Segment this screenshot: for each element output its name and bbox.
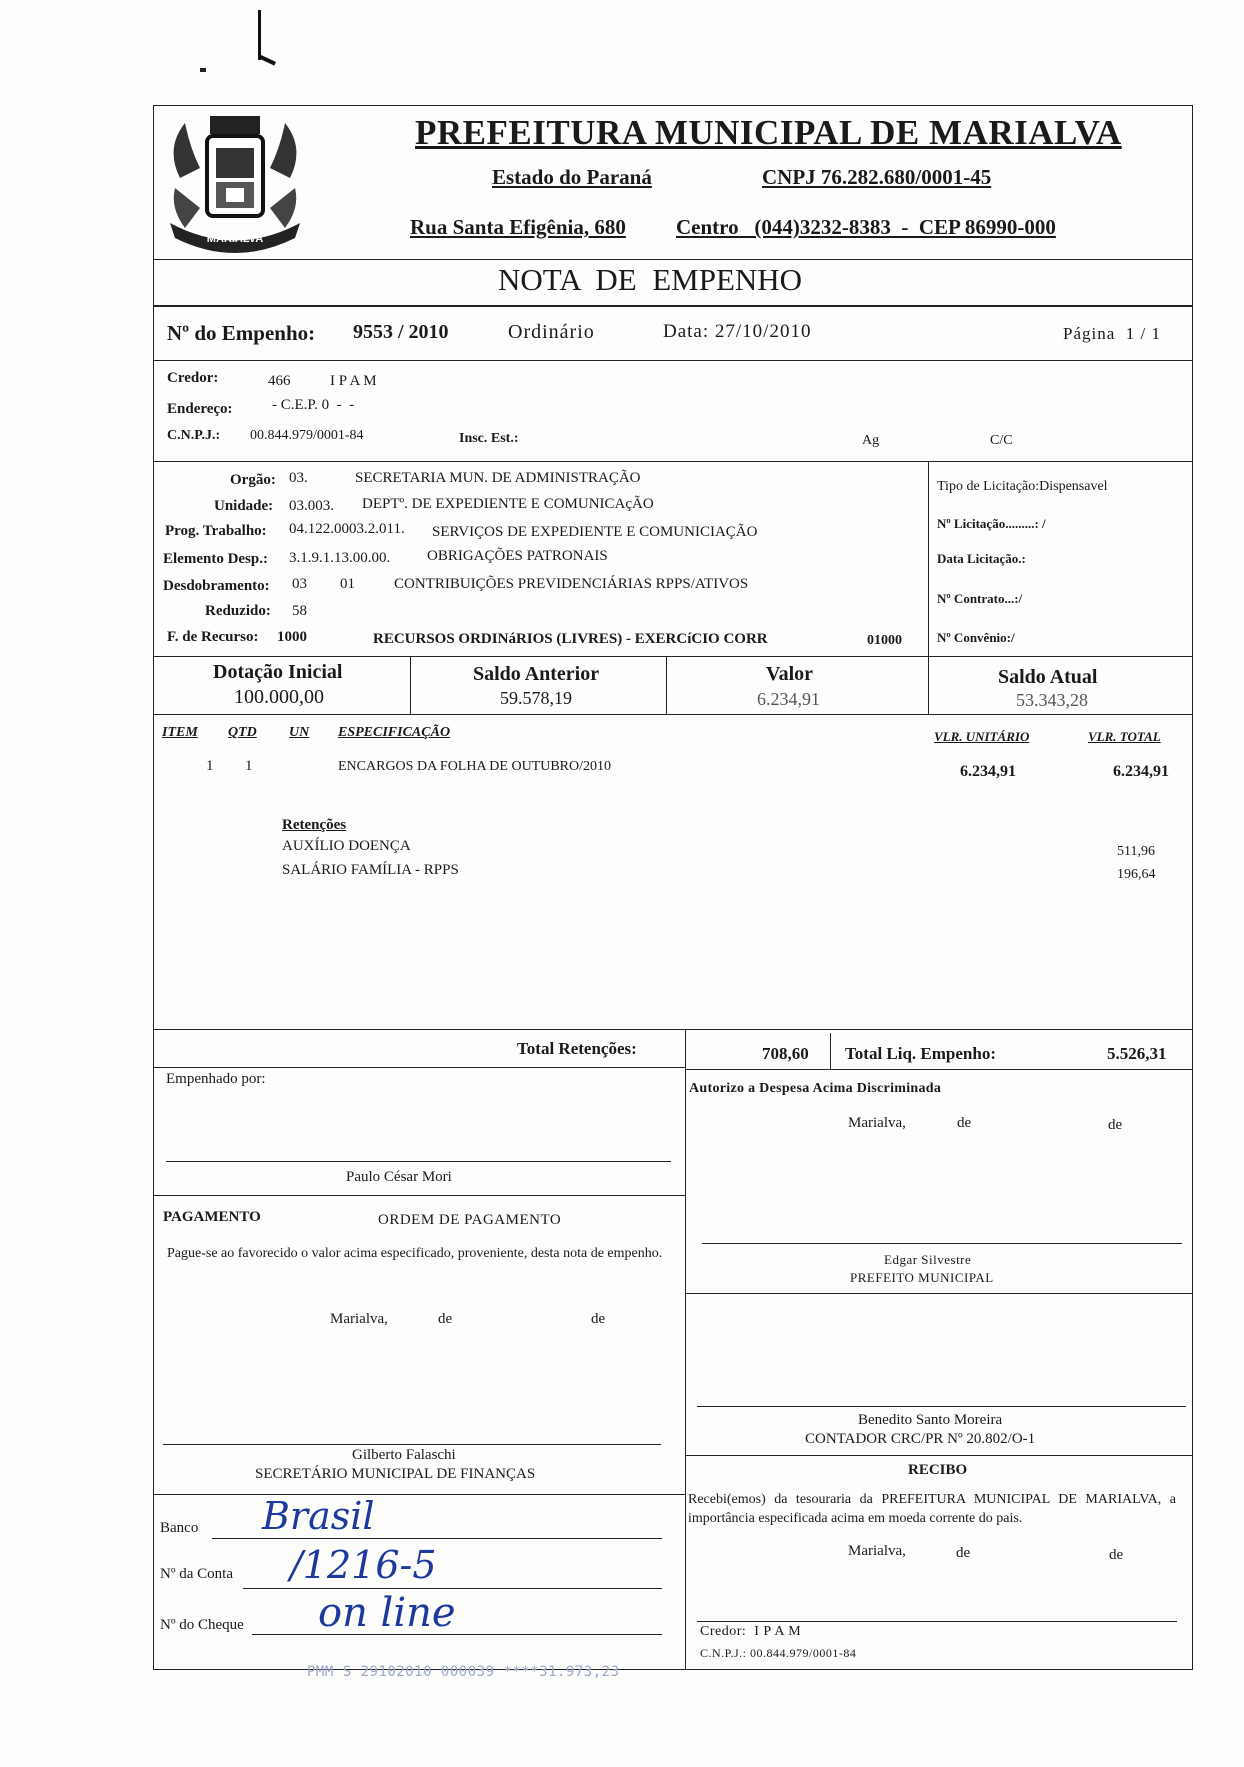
col-un: UN <box>289 725 310 740</box>
recurso-code: 1000 <box>277 629 307 645</box>
contador-name: Benedito Santo Moreira <box>858 1412 1003 1428</box>
recurso-num: 01000 <box>867 633 902 648</box>
reduzido-value: 58 <box>292 603 307 619</box>
licitacao-tipo: Tipo de Licitação:Dispensavel <box>937 479 1108 494</box>
divider <box>666 656 667 714</box>
elemento-label: Elemento Desp.: <box>163 551 268 567</box>
page-number: Página 1 / 1 <box>1063 324 1161 343</box>
recibo-cnpj: C.N.P.J.: 00.844.979/0001-84 <box>700 1646 857 1660</box>
divider <box>153 360 1193 361</box>
orgao-desc: SECRETARIA MUN. DE ADMINISTRAÇÃO <box>355 470 641 486</box>
banco-line <box>212 1538 662 1539</box>
cc-label: C/C <box>990 433 1013 448</box>
col-vlr-unit: VLR. UNITÁRIO <box>934 729 1030 744</box>
address-label: Centro (044)3232-8383 - CEP 86990-000 <box>676 215 1056 239</box>
recibo-title: RECIBO <box>908 1462 968 1478</box>
prog-label: Prog. Trabalho: <box>165 523 267 539</box>
recurso-label: F. de Recurso: <box>167 629 259 645</box>
saldo-atual-value: 53.343,28 <box>1016 690 1088 710</box>
total-retencoes-value: 708,60 <box>762 1044 809 1063</box>
col-vlr-total: VLR. TOTAL <box>1088 729 1161 744</box>
divider <box>685 1029 686 1670</box>
endereco-value: - C.E.P. 0 - - <box>272 397 355 413</box>
empenho-label: Nº do Empenho: <box>167 321 316 345</box>
licitacao-convenio: Nº Convênio:/ <box>937 630 1015 645</box>
unidade-code: 03.003. <box>289 498 334 514</box>
street-label: Rua Santa Efigênia, 680 <box>410 215 626 239</box>
divider <box>153 714 1193 715</box>
divider <box>153 461 1193 462</box>
svg-text:MARIALVA: MARIALVA <box>206 233 264 245</box>
dotacao-label: Dotação Inicial <box>213 661 343 683</box>
credor-name: I P A M <box>330 373 377 389</box>
total-retencoes-label: Total Retenções: <box>517 1039 637 1058</box>
divider <box>830 1033 831 1069</box>
item-number: 1 <box>206 758 214 774</box>
conta-label: Nº da Conta <box>160 1566 233 1582</box>
col-item: ITEM <box>162 725 198 740</box>
cnpj-label: CNPJ 76.282.680/0001-45 <box>762 165 992 189</box>
scan-mark <box>200 68 206 72</box>
item-unit: 6.234,91 <box>960 763 1016 780</box>
ag-label: Ag <box>862 433 880 448</box>
licitacao-data: Data Licitação.: <box>937 551 1026 566</box>
empenhado-name: Paulo César Mori <box>346 1169 452 1185</box>
retencoes-title: Retenções <box>282 817 347 833</box>
divider <box>153 1494 685 1495</box>
pague-text: Pague-se ao favorecido o valor acima especificado, proveniente, desta nota de empenho. <box>167 1246 663 1261</box>
licitacao-numero: Nº Licitação.........: / <box>937 516 1046 531</box>
autorizo-de2: de <box>1108 1117 1123 1133</box>
saldo-atual-label: Saldo Atual <box>998 666 1098 688</box>
autorizo-de1: de <box>957 1115 972 1131</box>
document-title: NOTA DE EMPENHO <box>498 262 803 297</box>
desd-code2: 01 <box>340 576 355 592</box>
empenhado-label: Empenhado por: <box>166 1071 266 1087</box>
saldo-anterior-value: 59.578,19 <box>500 688 572 708</box>
desd-desc: CONTRIBUIÇÕES PREVIDENCIÁRIAS RPPS/ATIVOS <box>394 576 749 592</box>
cheque-handwritten: on line <box>318 1590 456 1636</box>
prog-desc: SERVIÇOS DE EXPEDIENTE E COMUNICIAÇÃO <box>432 524 758 540</box>
state-label: Estado do Paraná <box>492 165 652 189</box>
contador-title: CONTADOR CRC/PR Nº 20.802/O-1 <box>805 1431 1036 1447</box>
prefeito-title: PREFEITO MUNICIPAL <box>850 1270 994 1285</box>
credor-label: Credor: <box>167 370 219 386</box>
banco-handwritten: Brasil <box>262 1494 375 1538</box>
recibo-place: Marialva, <box>848 1543 906 1559</box>
credor-code: 466 <box>268 373 291 389</box>
divider <box>153 1029 1193 1030</box>
recibo-credor: Credor: I P A M <box>700 1624 802 1639</box>
conta-line <box>243 1588 662 1589</box>
item-total: 6.234,91 <box>1113 763 1169 780</box>
unidade-desc: DEPTº. DE EXPEDIENTE E COMUNICAçÃO <box>362 496 654 512</box>
valor-value: 6.234,91 <box>757 689 820 709</box>
secretario-name: Gilberto Falaschi <box>352 1447 456 1463</box>
divider <box>153 259 1193 260</box>
desdobramento-label: Desdobramento: <box>163 578 270 594</box>
signature-line <box>163 1444 661 1445</box>
prog-code: 04.122.0003.2.011. <box>289 521 405 537</box>
retencao-value: 511,96 <box>1117 844 1155 859</box>
divider <box>685 1293 1193 1294</box>
cheque-line <box>252 1634 662 1635</box>
endereco-label: Endereço: <box>167 401 233 417</box>
divider <box>153 305 1193 307</box>
scan-mark <box>258 10 261 60</box>
reduzido-label: Reduzido: <box>205 603 271 619</box>
divider <box>153 656 1193 657</box>
divider <box>685 1069 1193 1070</box>
ordem-place: Marialva, <box>330 1311 388 1327</box>
autorizo-place: Marialva, <box>848 1115 906 1131</box>
cnpj-credor-label: C.N.P.J.: <box>167 428 221 443</box>
orgao-code: 03. <box>289 470 308 486</box>
cheque-label: Nº do Cheque <box>160 1617 244 1633</box>
empenho-date: Data: 27/10/2010 <box>663 321 812 342</box>
item-qtd: 1 <box>245 758 253 774</box>
elemento-code: 3.1.9.1.13.00.00. <box>289 550 391 566</box>
retencao-name: AUXÍLIO DOENÇA <box>282 838 411 854</box>
divider <box>153 1067 685 1068</box>
total-liquido-label: Total Liq. Empenho: <box>845 1044 996 1063</box>
divider <box>410 656 411 714</box>
insc-label: Insc. Est.: <box>459 431 519 446</box>
scan-mark <box>258 54 276 65</box>
conta-handwritten: /1216-5 <box>290 1543 437 1587</box>
autorizo-label: Autorizo a Despesa Acima Discriminada <box>689 1081 942 1096</box>
ordem-label: ORDEM DE PAGAMENTO <box>378 1212 562 1228</box>
ordem-de2: de <box>591 1311 606 1327</box>
licitacao-contrato: Nº Contrato...:/ <box>937 591 1023 606</box>
signature-line <box>166 1161 671 1162</box>
col-qtd: QTD <box>228 725 257 740</box>
municipal-crest-icon <box>160 108 310 253</box>
recibo-de2: de <box>1109 1547 1124 1563</box>
dotacao-value: 100.000,00 <box>234 686 324 708</box>
empenho-type: Ordinário <box>508 321 595 343</box>
recibo-de1: de <box>956 1545 971 1561</box>
divider <box>685 1455 1193 1456</box>
item-desc: ENCARGOS DA FOLHA DE OUTUBRO/2010 <box>338 759 612 774</box>
divider <box>928 461 929 657</box>
unidade-label: Unidade: <box>214 498 274 514</box>
page-title: PREFEITURA MUNICIPAL DE MARIALVA <box>415 113 1122 152</box>
prefeito-name: Edgar Silvestre <box>884 1252 972 1267</box>
ordem-de1: de <box>438 1311 453 1327</box>
banco-label: Banco <box>160 1520 199 1536</box>
saldo-anterior-label: Saldo Anterior <box>473 663 600 685</box>
orgao-label: Orgão: <box>230 472 276 488</box>
authentication-stamp: PMM S 29102010 000039 ****31.973,23 <box>307 1664 620 1680</box>
desd-code1: 03 <box>292 576 307 592</box>
recibo-text: Recebi(emos) da tesouraria da PREFEITURA MUNICIPAL DE MARIALVA, a importância especificada acima em moeda corrente do pais. <box>688 1492 1176 1526</box>
retencao-name: SALÁRIO FAMÍLIA - RPPS <box>282 862 459 878</box>
elemento-desc: OBRIGAÇÕES PATRONAIS <box>427 548 608 564</box>
signature-line <box>697 1621 1177 1622</box>
empenho-number: 9553 / 2010 <box>353 321 449 343</box>
divider <box>928 656 929 714</box>
divider <box>153 1195 685 1196</box>
signature-line <box>697 1406 1186 1407</box>
valor-label: Valor <box>766 663 814 685</box>
total-liquido-value: 5.526,31 <box>1107 1044 1167 1063</box>
col-espec: ESPECIFICAÇÃO <box>338 725 451 740</box>
secretario-title: SECRETÁRIO MUNICIPAL DE FINANÇAS <box>255 1466 536 1482</box>
cnpj-credor-value: 00.844.979/0001-84 <box>250 428 364 443</box>
signature-line <box>702 1243 1182 1244</box>
retencao-value: 196,64 <box>1117 867 1156 882</box>
pagamento-label: PAGAMENTO <box>163 1209 261 1225</box>
recurso-desc: RECURSOS ORDINáRIOS (LIVRES) - EXERCíCIO CORR <box>373 631 768 647</box>
